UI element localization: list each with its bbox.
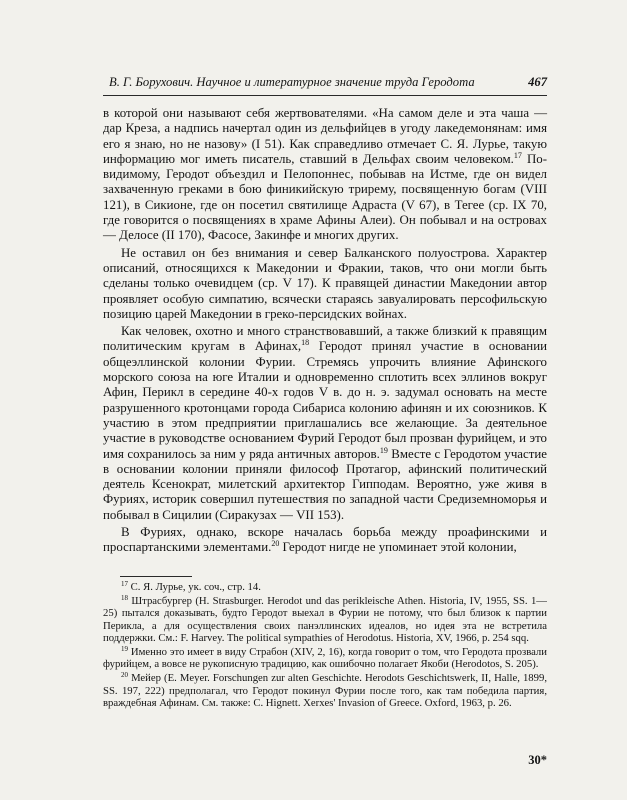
paragraph-text: Не оставил он без внимания и север Балканского полуострова. Характер описаний, относящихся к Македонии и Фракии, таков, что они могли быть сделаны только очевидцем (ср. V 17). К правящей династии Македонии автор проявляет особую симпатию, всячески стараясь завуалировать персофильскую позицию царей Македонии в греко-персидских войнах.	[103, 245, 547, 321]
footnotes	[103, 581, 547, 711]
page-number: 467	[528, 75, 547, 89]
header-rule	[103, 95, 547, 96]
footnote-number: 19	[121, 645, 128, 654]
paragraph-2	[103, 246, 547, 322]
footnote-text: Штрасбургер (H. Strasburger. Herodot und das perikleische Athen. Historia, IV, 1955, SS. 1—25) пытался доказывать, будто Геродот выехал в Фурии не потому, что был близок к партии Перикла, а для осуществления своих панэллинских идеалов, но идея эта не встретила поддержки. См.: F. Harvey. The political sympathies of Herodotus. Historia, XV, 1966, p. 254 sqq.	[103, 595, 547, 644]
paragraph-text: Геродот принял участие в основании общеэллинской колонии Фурии. Стремясь упрочить влияние Афинского морского союза на юге Италии и одновременно сплотить всех эллинов вокруг Афин, Перикл в середине 40-х годов V в. до н. э. задумал основать на месте разрушенного кротонцами города Сибариса колонию афинян и их союзников. К участию в этом предприятии приглашались все желающие. За деятельное участие в руководстве основанием Фурий Геродот был прозван фурийцем, и это имя сохранилось за ним у ряда античных авторов.	[103, 339, 548, 461]
running-title: В. Г. Борухович. Научное и литературное значение труда Геродота	[109, 75, 475, 89]
paragraph-4	[103, 525, 547, 556]
footnote-ref-18: 18	[301, 338, 310, 348]
running-header	[103, 74, 547, 90]
paragraph-text: В Фуриях, однако, вскоре началась борьба между проафинскими и проспартанскими элементами.	[103, 525, 547, 555]
signature-mark: 30*	[528, 753, 547, 767]
footnote-18	[103, 595, 547, 644]
footnote-17	[103, 581, 547, 593]
footnote-ref-17: 17	[513, 150, 522, 160]
footnote-number: 17	[121, 580, 128, 588]
paragraph-text: Вместе с Геродотом участие в основании колонии приняли философ Протагор, афинский политический деятель Ксенократ, милетский архитектор Гипподам. Вероятно, уже живя в Фуриях, историк совершил путешествия по западной части Средиземноморья и побывал в Сицилии (Сиракузах — VII 153).	[103, 446, 547, 522]
footnote-19	[103, 646, 547, 670]
footnote-20	[103, 672, 547, 709]
paragraph-text: Геродот нигде не упоминает этой колонии,	[279, 540, 517, 555]
main-text	[103, 106, 547, 556]
footnote-rule	[120, 576, 192, 577]
paragraph-3	[103, 324, 547, 523]
footnote-ref-19: 19	[379, 445, 388, 455]
footnote-number: 18	[121, 594, 128, 603]
footnote-text: Мейер (E. Meyer. Forschungen zur alten Geschichte. Herodots Geschichtswerk, II, Halle, 1899, SS. 197, 222) предполагал, что Геродот покинул Фурии после того, как там победила партия, враждебная Афинам. См. также: C. Hignett. Xerxes' Invasion of Greece. Oxford, 1963, p. 26.	[103, 672, 547, 709]
paragraph-1	[103, 106, 547, 244]
footnote-text: С. Я. Лурье, ук. соч., стр. 14.	[128, 581, 261, 593]
footnote-number: 20	[121, 671, 128, 680]
paragraph-text: Как человек, охотно и много странствовавший, а также близкий к правящим политическим кругам в Афинах,	[103, 324, 547, 354]
footnote-text: Именно это имеет в виду Страбон (XIV, 2, 16), когда говорит о том, что Геродота прозвали фурийцем, а вовсе не рукописную традицию, как ошибочно полагает Якоби (Herodotos, S. 205).	[103, 646, 547, 671]
paragraph-text: По-видимому, Геродот объездил и Пелопоннес, побывав на Истме, где он видел захваченную греками в бою финикийскую трирему, посвященную богам (VIII 121), в Сикионе, где он посетил святилище Адраста (V 67), в Тегее (ср. IX 70, где говорится о посвящениях в храме Афины Алеи). Он побывал и на островах — Делосе (II 170), Фасосе, Закинфе и многих других.	[103, 151, 547, 243]
footnote-ref-20: 20	[271, 539, 280, 549]
paragraph-text: в которой они называют себя жертвователями. «На самом деле и эта чаша — дар Креза, а надпись начертал один из дельфийцев в угоду лакедемонянам: имя его я знаю, но не назову» (I 51). Как справедливо отмечает С. Я. Лурье, такую информацию мог иметь писатель, ставший в Дельфах своим человеком.	[103, 106, 547, 166]
